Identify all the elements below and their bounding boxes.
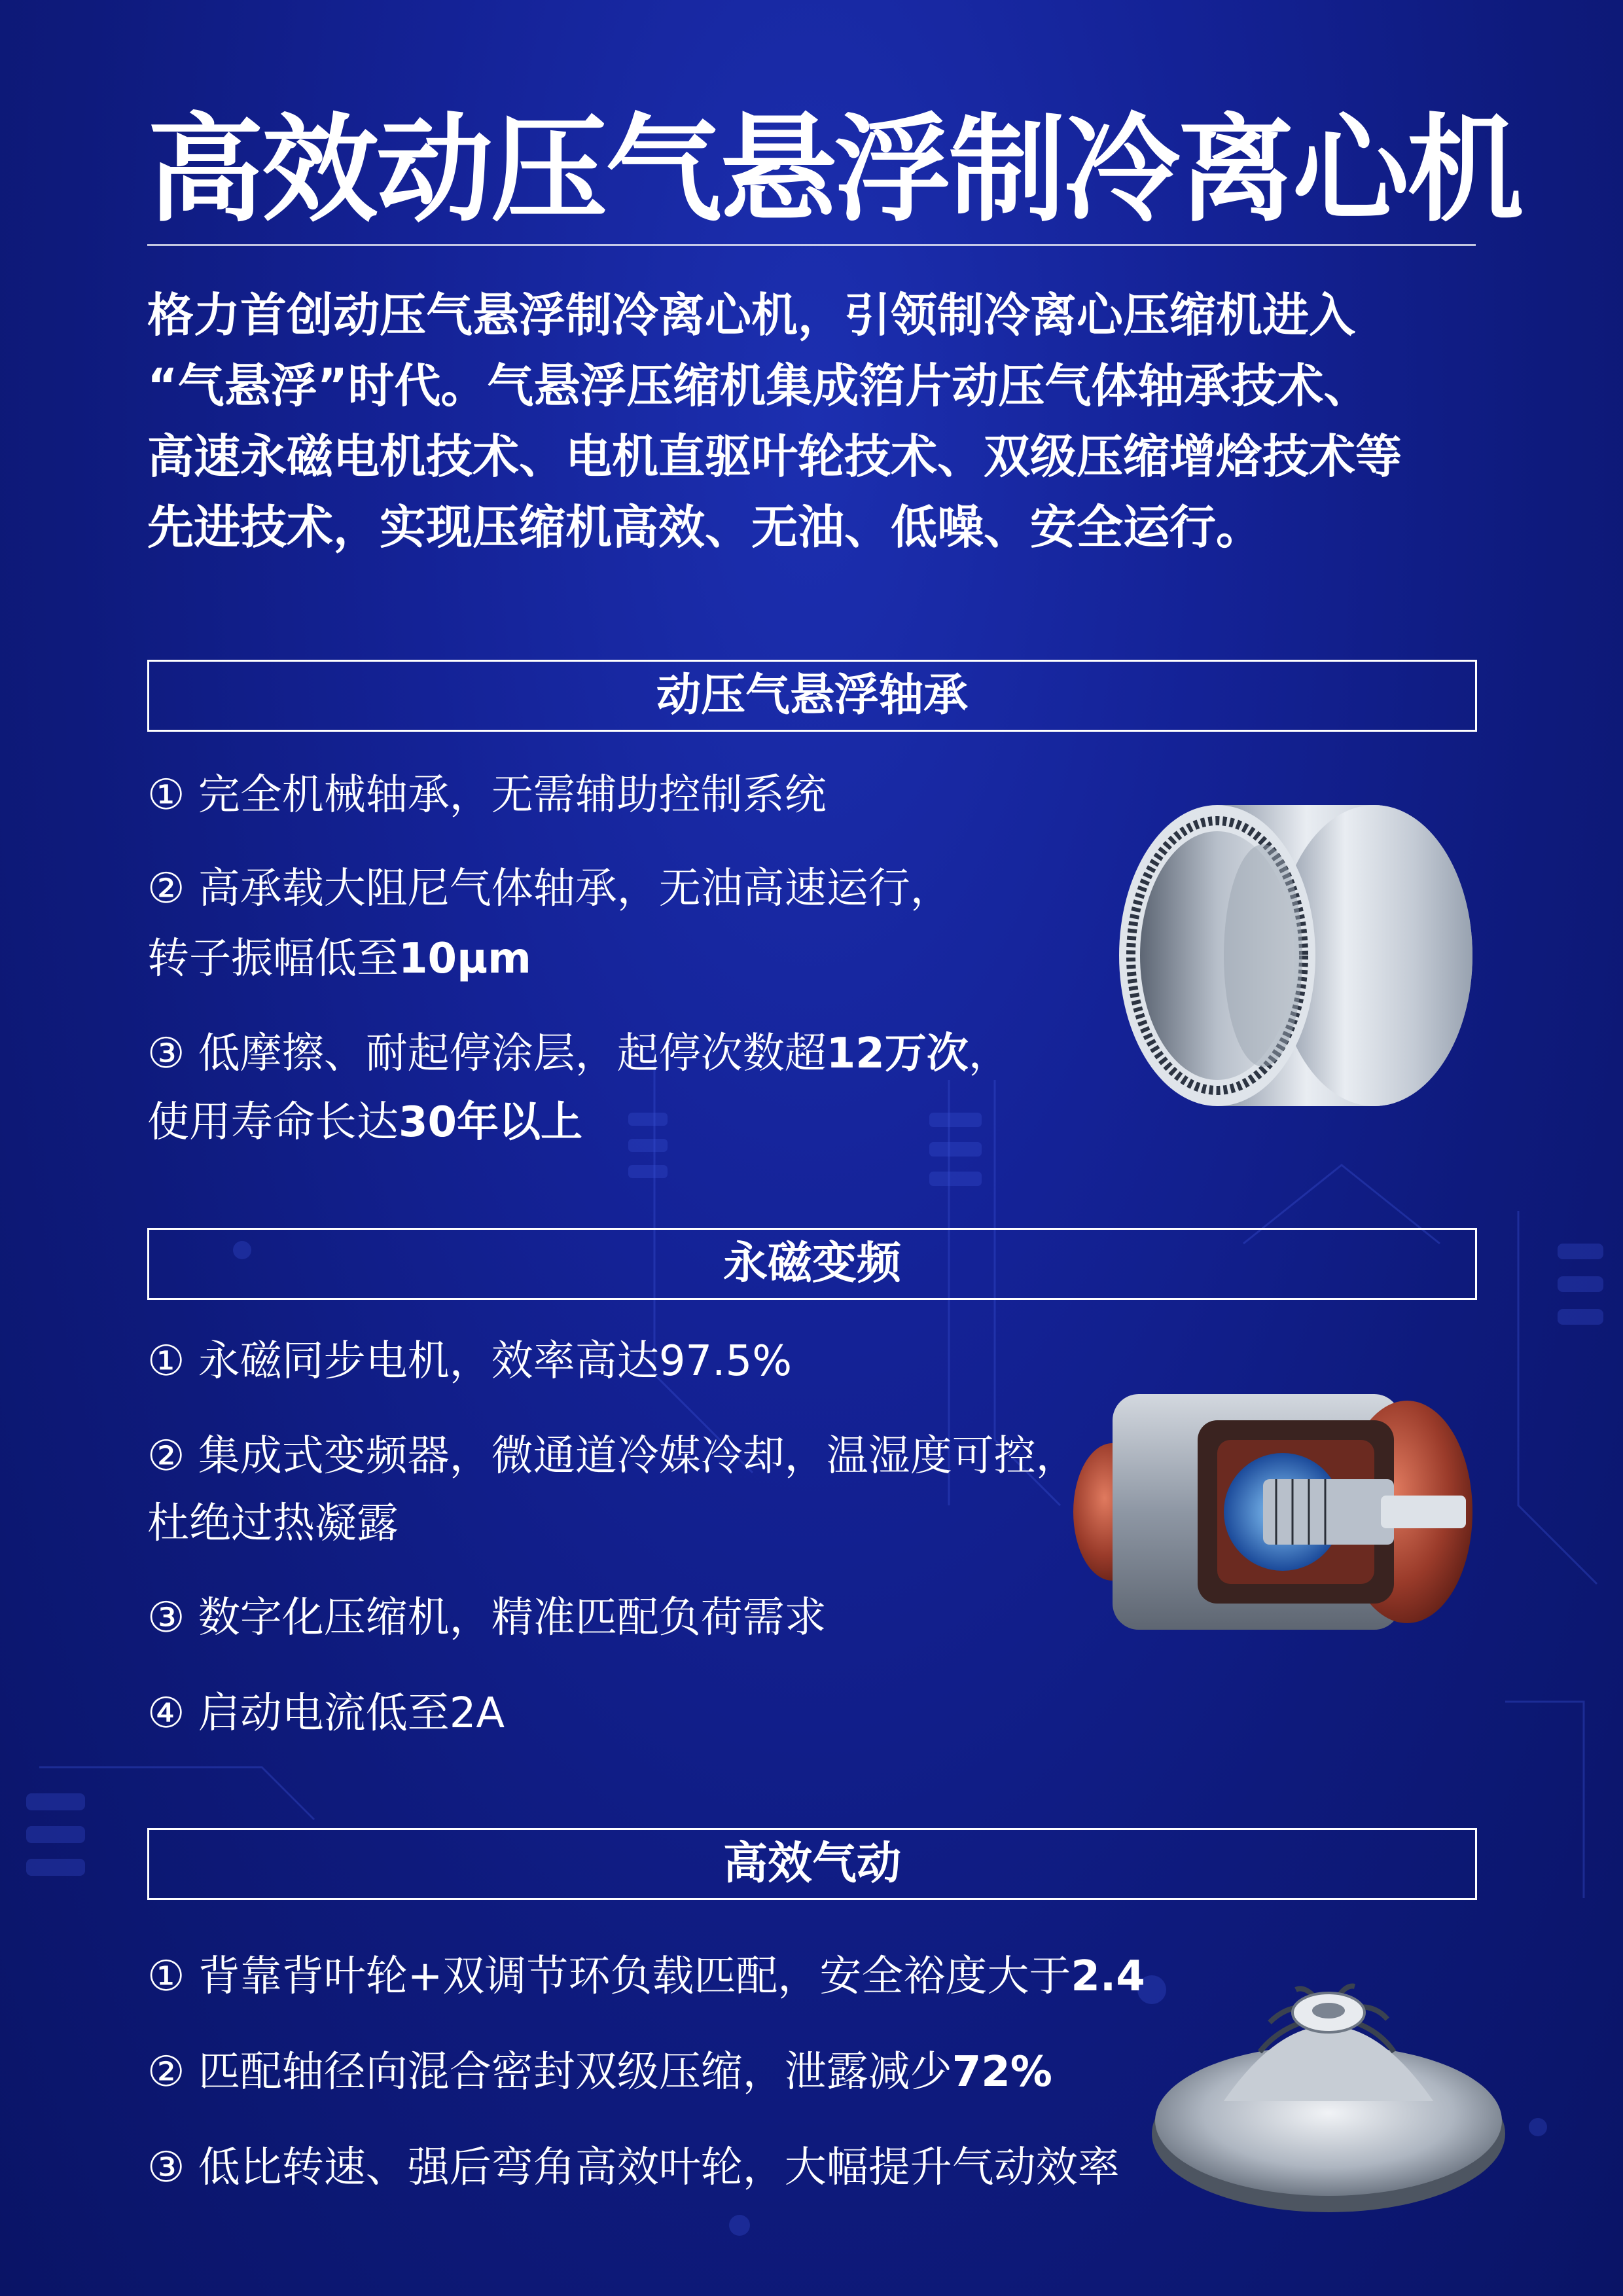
section-heading-aerodynamics: 高效气动 bbox=[147, 1828, 1477, 1900]
aero-item-2 bbox=[147, 2046, 1052, 2098]
item-text: 启动电流低至2A bbox=[198, 1689, 505, 1738]
impeller-icon bbox=[1145, 1937, 1512, 2225]
item-text: 低比转速、强后弯角高效叶轮，大幅提升气动效率 bbox=[198, 2144, 1120, 2192]
item-text: 集成式变频器，微通道冷媒冷却，温湿度可控， bbox=[198, 1432, 1078, 1480]
item-text: 转子振幅低至 bbox=[147, 935, 399, 983]
intro-paragraph bbox=[147, 280, 1495, 563]
item-number: ② bbox=[147, 2048, 185, 2096]
aero-item-1 bbox=[147, 1950, 1145, 2003]
item-text: 低摩擦、耐起停涂层，起停次数超 bbox=[198, 1030, 827, 1078]
item-number: ② bbox=[147, 1432, 185, 1480]
item-highlight: 30年以上 bbox=[399, 1098, 583, 1147]
pm-item-2-line2 bbox=[147, 1498, 399, 1550]
intro-line: 格力首创动压气悬浮制冷离心机，引领制冷离心压缩机进入 bbox=[147, 288, 1356, 342]
item-text: 杜绝过热凝露 bbox=[147, 1499, 399, 1548]
item-text: 数字化压缩机，精准匹配负荷需求 bbox=[198, 1594, 827, 1642]
item-highlight: 72% bbox=[952, 2048, 1052, 2096]
item-text: 匹配轴径向混合密封双级压缩，泄露减少 bbox=[198, 2048, 952, 2096]
item-text: 高承载大阻尼气体轴承，无油高速运行， bbox=[198, 865, 952, 913]
item-highlight: 10μm bbox=[399, 935, 531, 983]
item-number: ③ bbox=[147, 2144, 185, 2192]
item-text: 使用寿命长达 bbox=[147, 1098, 399, 1147]
intro-line: 高速永磁电机技术、电机直驱叶轮技术、双级压缩增焓技术等 bbox=[147, 429, 1402, 484]
item-text: ， bbox=[968, 1030, 1010, 1078]
foil-air-bearing-icon bbox=[1099, 785, 1492, 1126]
item-number: ① bbox=[147, 1337, 185, 1386]
pm-item-2 bbox=[147, 1430, 1078, 1482]
pm-item-1 bbox=[147, 1335, 792, 1388]
bearing-item-2 bbox=[147, 863, 952, 915]
bearing-item-1 bbox=[147, 769, 827, 821]
pm-motor-cutaway-icon bbox=[1067, 1381, 1486, 1643]
item-number: ① bbox=[147, 771, 185, 819]
page-title: 高效动压气悬浮制冷离心机 bbox=[147, 102, 1522, 238]
item-number: ④ bbox=[147, 1689, 185, 1738]
title-divider bbox=[147, 244, 1476, 246]
intro-line: “气悬浮”时代。气悬浮压缩机集成箔片动压气体轴承技术、 bbox=[147, 359, 1370, 413]
item-text: 永磁同步电机，效率高达97.5% bbox=[198, 1337, 793, 1386]
item-text: 背靠背叶轮+双调节环负载匹配，安全裕度大于 bbox=[198, 1952, 1071, 2001]
section-heading-pm-inverter: 永磁变频 bbox=[147, 1228, 1477, 1300]
intro-line: 先进技术，实现压缩机高效、无油、低噪、安全运行。 bbox=[147, 500, 1263, 554]
item-number: ② bbox=[147, 865, 185, 913]
item-highlight: 2.4 bbox=[1071, 1952, 1145, 2001]
bearing-item-2-line2 bbox=[147, 933, 531, 985]
section-heading-bearing: 动压气悬浮轴承 bbox=[147, 660, 1477, 732]
aero-item-3 bbox=[147, 2142, 1120, 2194]
item-number: ③ bbox=[147, 1030, 185, 1078]
bearing-item-3-line2 bbox=[147, 1096, 582, 1149]
item-highlight: 12万次 bbox=[826, 1030, 969, 1078]
pm-item-4 bbox=[147, 1687, 505, 1740]
pm-item-3 bbox=[147, 1592, 827, 1644]
bearing-item-3 bbox=[147, 1028, 1010, 1080]
item-number: ① bbox=[147, 1952, 185, 2001]
item-number: ③ bbox=[147, 1594, 185, 1642]
item-text: 完全机械轴承，无需辅助控制系统 bbox=[198, 771, 827, 819]
